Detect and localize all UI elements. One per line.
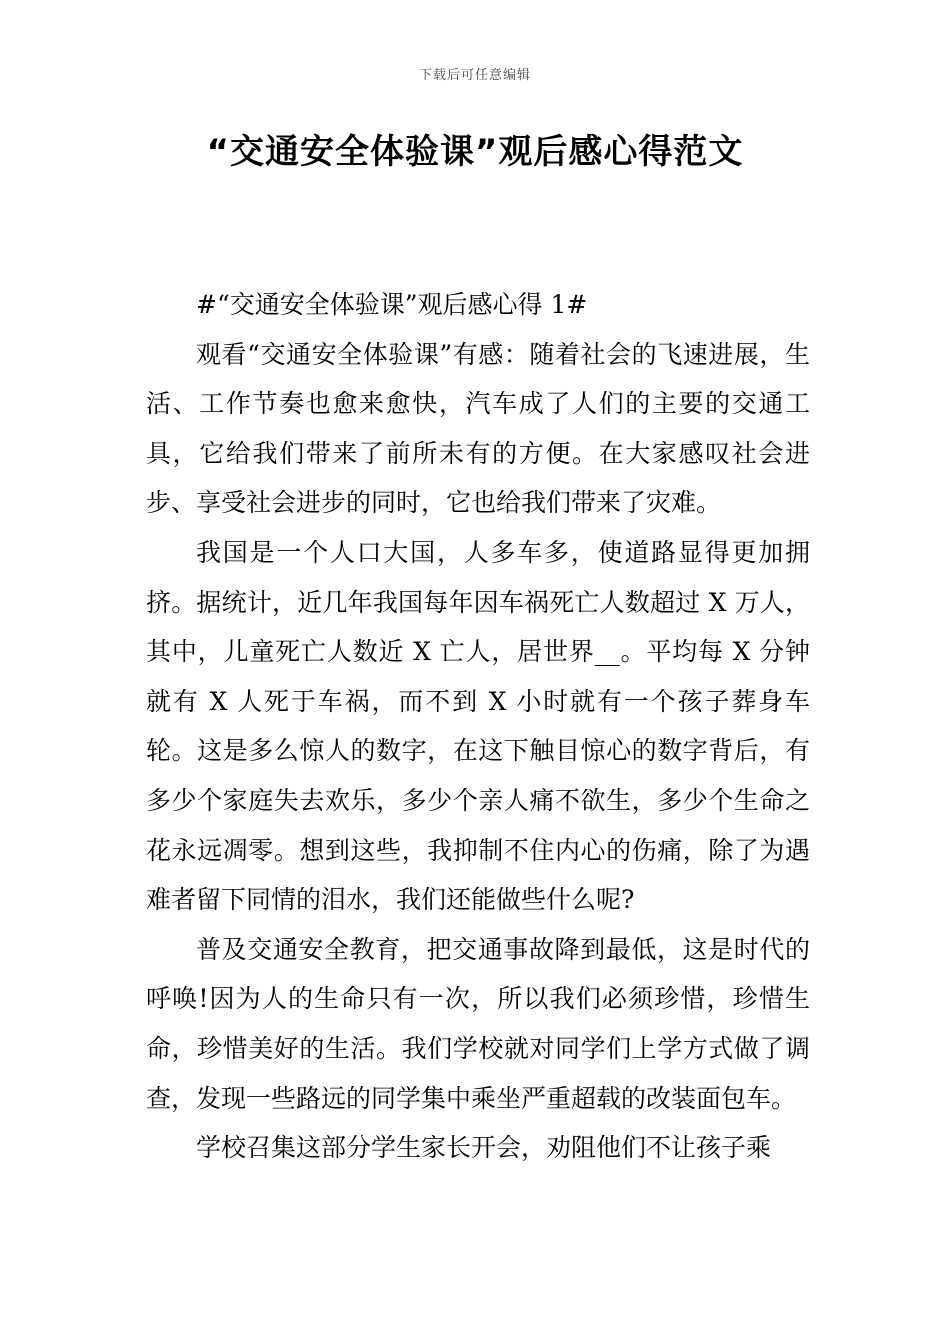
- paragraph-1: 观看“交通安全体验课”有感：随着社会的飞速进展，生活、工作节奏也愈来愈快，汽车成了人们的主要的交通工具，它给我们带来了前所未有的方便。在大家感叹社会进步、享受社会进步的同时，它也给我们带来了灾难。: [146, 339, 810, 518]
- paragraph-2: 我国是一个人口大国，人多车多，使道路显得更加拥挤。据统计，近几年我国每年因车祸死亡人数超过 X 万人，其中，儿童死亡人数近 X 亡人，居世界__。平均每 X 分钟就有 X 人死于车祸，而不到 X 小时就有一个孩子葬身车轮。这是多么惊人的数字，在这下触目惊心的数字背后，有多少个家庭失去欢乐，多少个亲人痛不欲生，多少个生命之花永远凋零。想到这些，我抑制不住内心的伤痛，除了为遇难者留下同情的泪水，我们还能做些什么呢?: [146, 537, 810, 915]
- paragraph-4: 学校召集这部分学生家长开会，劝阻他们不让孩子乘: [196, 1133, 772, 1163]
- paragraph-3: 普及交通安全教育，把交通事故降到最低，这是时代的呼唤!因为人的生命只有一次，所以我们必须珍惜，珍惜生命，珍惜美好的生活。我们学校就对同学们上学方式做了调查，发现一些路远的同学集中乘坐严重超载的改装面包车。: [146, 934, 810, 1113]
- section-heading: #“交通安全体验课”观后感心得 1#: [196, 290, 588, 319]
- header-note: 下载后可任意编辑: [418, 68, 531, 83]
- document-title: “交通安全体验课”观后感心得范文: [206, 132, 744, 172]
- document-body: [146, 280, 810, 1173]
